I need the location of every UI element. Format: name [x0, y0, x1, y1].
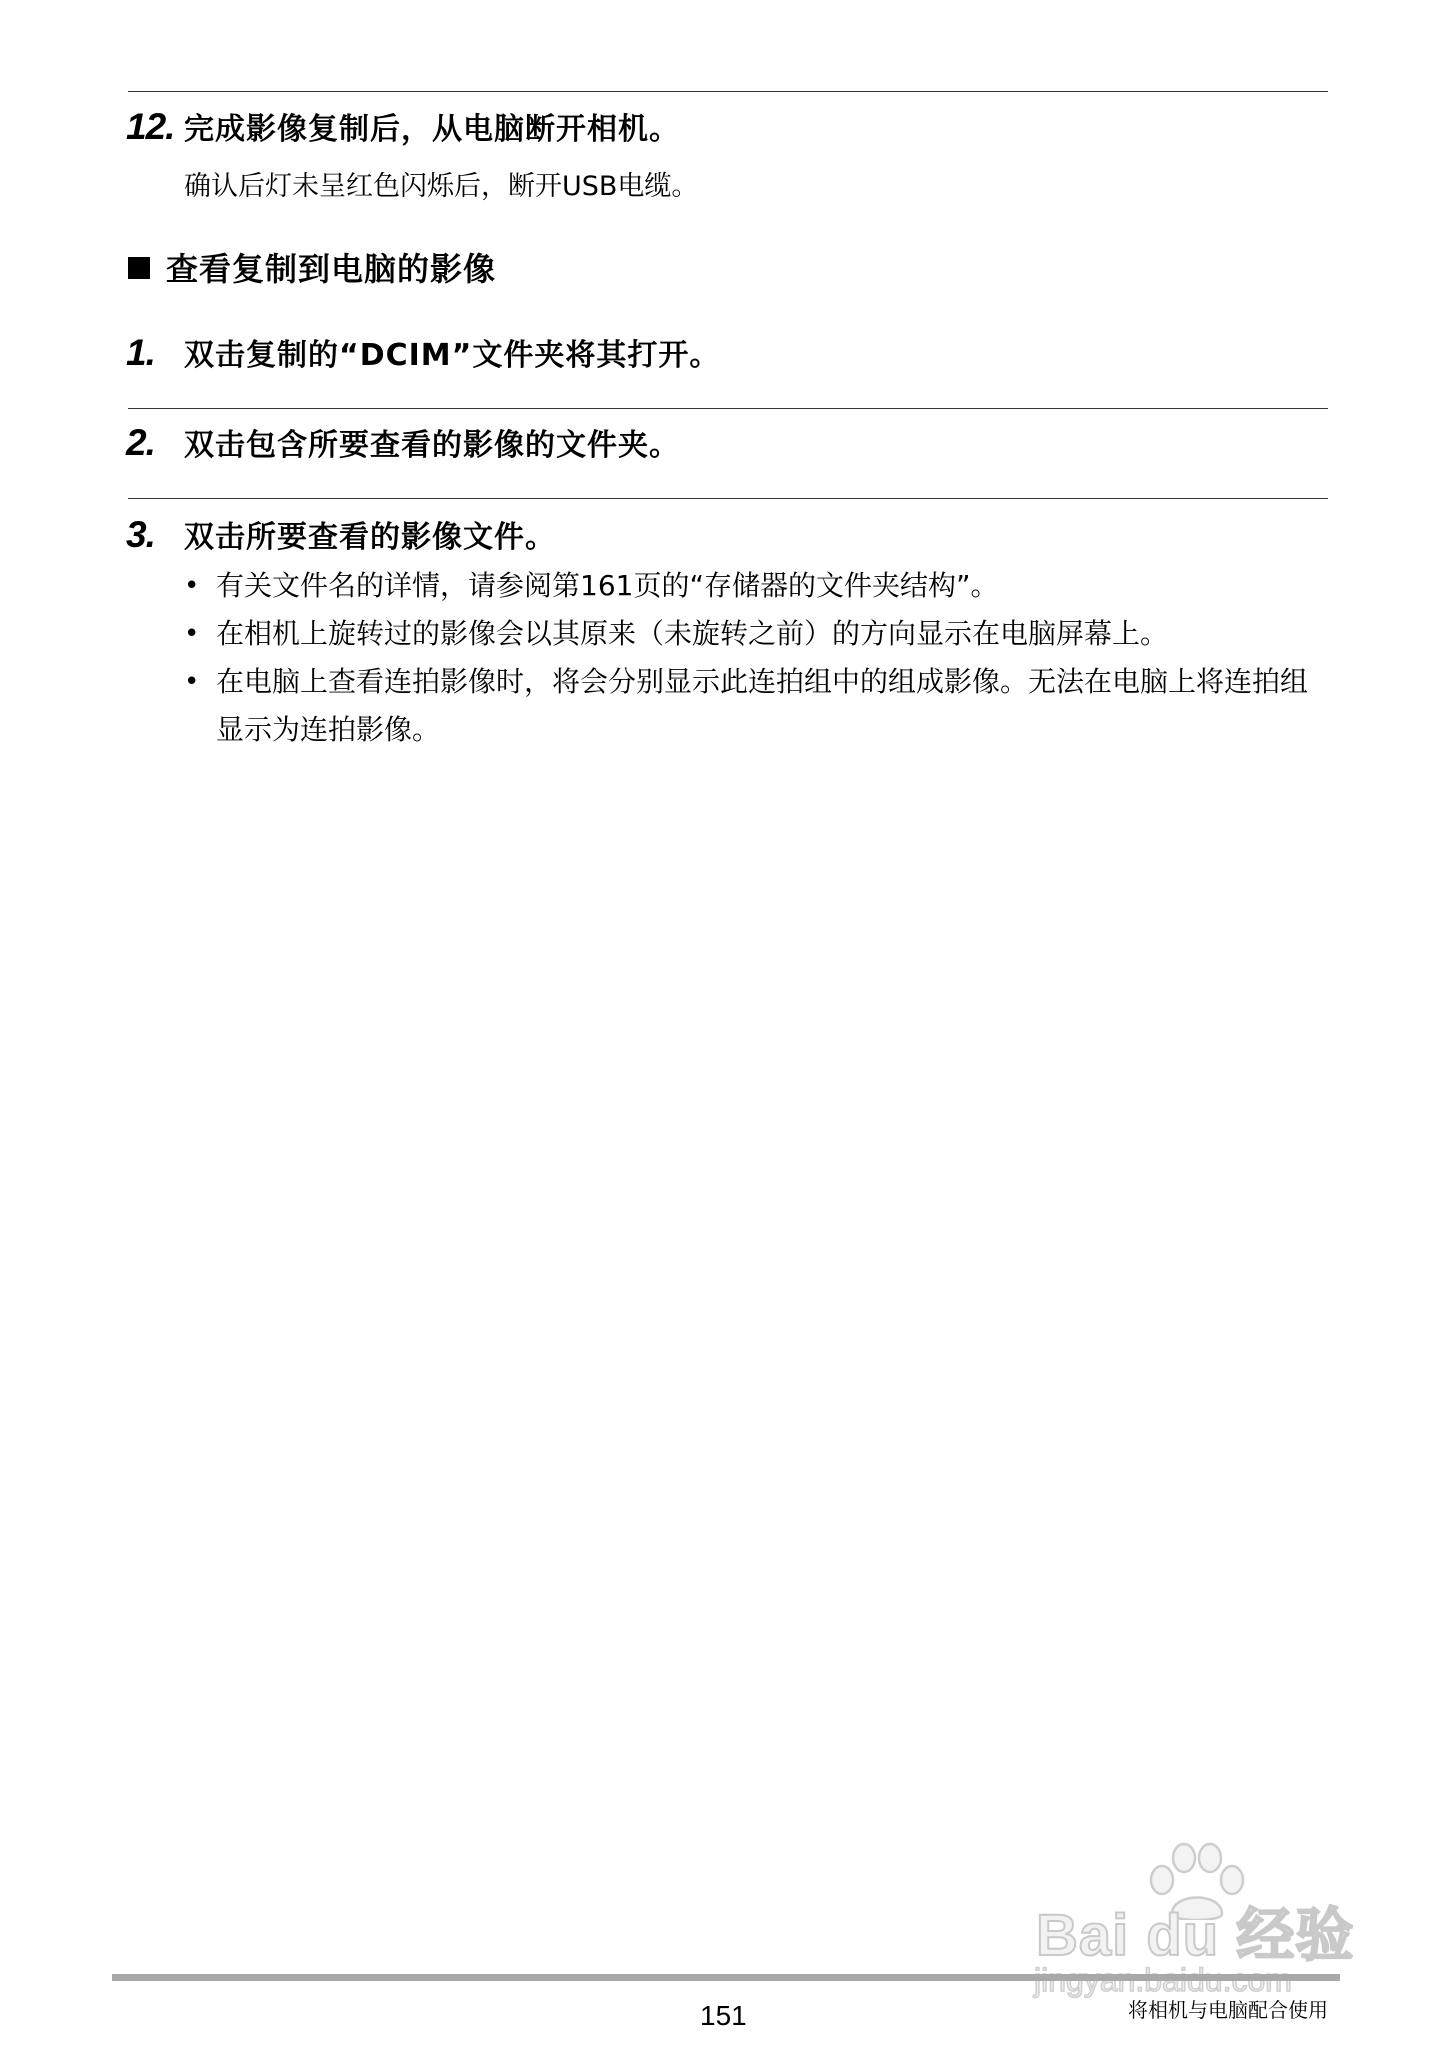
step-number: 12.	[126, 106, 175, 147]
footer-bar	[112, 1974, 1340, 1981]
chapter-label: 将相机与电脑配合使用	[1128, 1998, 1328, 2022]
page-number: 151	[700, 2000, 747, 2031]
step-12-note: 确认后灯未呈红色闪烁后，断开USB电缆。	[184, 171, 699, 202]
step-3	[126, 512, 556, 556]
step-number: 1.	[126, 332, 155, 373]
list-item	[184, 610, 1334, 658]
list-item	[184, 562, 1334, 610]
section-title: 查看复制到电脑的影像	[166, 250, 497, 288]
step-1	[126, 330, 720, 374]
top-divider	[128, 91, 1328, 92]
step-text: 双击所要查看的影像文件。	[184, 520, 556, 555]
step-divider	[128, 408, 1328, 409]
section-heading	[128, 244, 496, 290]
step-12-heading	[126, 104, 680, 148]
step-number: 3.	[126, 514, 155, 555]
square-bullet-icon	[128, 257, 150, 279]
list-item	[184, 658, 1334, 754]
step-number: 2.	[126, 422, 155, 463]
step-2	[126, 420, 680, 464]
watermark-logo: Bai du 经验	[1036, 1903, 1355, 1968]
bullet-dot-icon: •	[184, 667, 200, 697]
step-text: 双击包含所要查看的影像的文件夹。	[184, 428, 680, 463]
step-text: 完成影像复制后，从电脑断开相机。	[184, 112, 680, 147]
step-divider	[128, 498, 1328, 499]
step-text: 双击复制的“DCIM”文件夹将其打开。	[184, 338, 721, 373]
list-item-text: 在电脑上查看连拍影像时，将会分别显示此连拍组中的组成影像。无法在电脑上将连拍组显示为连拍影像。	[216, 665, 1309, 746]
list-item-text: 有关文件名的详情，请参阅第161页的“存储器的文件夹结构”。	[216, 569, 999, 602]
bullet-dot-icon: •	[184, 571, 200, 601]
bullet-dot-icon: •	[184, 619, 200, 649]
notes-list	[184, 562, 1334, 754]
list-item-text: 在相机上旋转过的影像会以其原来（未旋转之前）的方向显示在电脑屏幕上。	[216, 617, 1169, 650]
